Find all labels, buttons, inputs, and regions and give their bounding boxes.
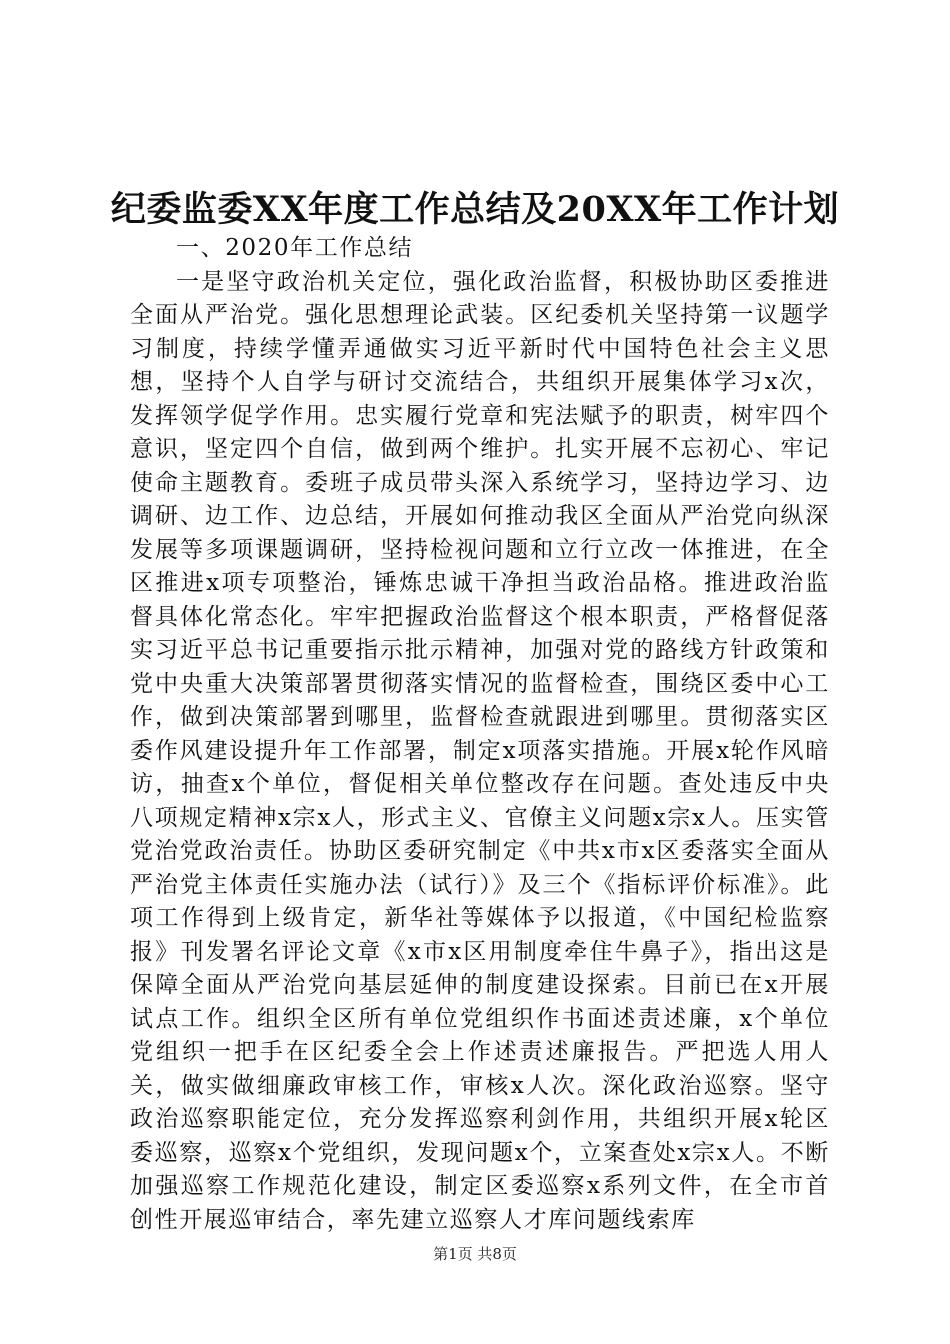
section-heading: 一、2020年工作总结 — [176, 235, 414, 261]
document-title: 纪委监委XX年度工作总结及20XX年工作计划 — [110, 189, 840, 230]
page-footer: 第1页 共8页 — [433, 1245, 517, 1263]
body-paragraph: 一是坚守政治机关定位，强化政治监督，积极协助区委推进全面从严治党。强化思想理论武装。区纪委机关坚持第一议题学习制度，持续学懂弄通做实习近平新时代中国特色社会主义思想，坚持个人自学与研讨交流结合，共组织开展集体学习x次，发挥领学促学作用。忠实履行党章和宪法赋予的职责，树牢四个意识，坚定四个自信，做到两个维护。扎实开展不忘初心、牢记使命主题教育。委班子成员带头深入系统学习，坚持边学习、边调研、边工作、边总结，开展如何推动我区全面从严治党向纵深发展等多项课题调研，坚持检视问题和立行立改一体推进，在全区推进x项专项整治，锤炼忠诚干净担当政治品格。推进政治监督具体化常态化。牢牢把握政治监督这个根本职责，严格督促落实习近平总书记重要指示批示精神，加强对党的路线方针政策和党中央重大决策部署贯彻落实情况的监督检查，围绕区委中心工作，做到决策部署到哪里，监督检查就跟进到哪里。贯彻落实区委作风建设提升年工作部署，制定x项落实措施。开展x轮作风暗访，抽查x个单位，督促相关单位整改存在问题。查处违反中央八项规定精神x宗x人，形式主义、官僚主义问题x宗x人。压实管党治党政治责任。协助区委研究制定《中共x市x区委落实全面从严治党主体责任实施办法（试行）》及三个《指标评价标准》。此项工作得到上级肯定，新华社等媒体予以报道，《中国纪检监察报》刊发署名评论文章《x市x区用制度牵住牛鼻子》，指出这是保障全面从严治党向基层延伸的制度建设探索。目前已在x开展试点工作。组织全区所有单位党组织作书面述责述廉，x个单位党组织一把手在区纪委全会上作述责述廉报告。严把选人用人关，做实做细廉政审核工作，审核x人次。深化政治巡察。坚守政治巡察职能定位，充分发挥巡察利剑作用，共组织开展x轮区委巡察，巡察x个党组织，发现问题x个，立案查处x宗x人。不断加强巡察工作规范化建设，制定区委巡察x系列文件，在全市首创性开展巡审结合，率先建立巡察人才库问题线索库 — [130, 268, 830, 1233]
document-body — [130, 232, 830, 1237]
